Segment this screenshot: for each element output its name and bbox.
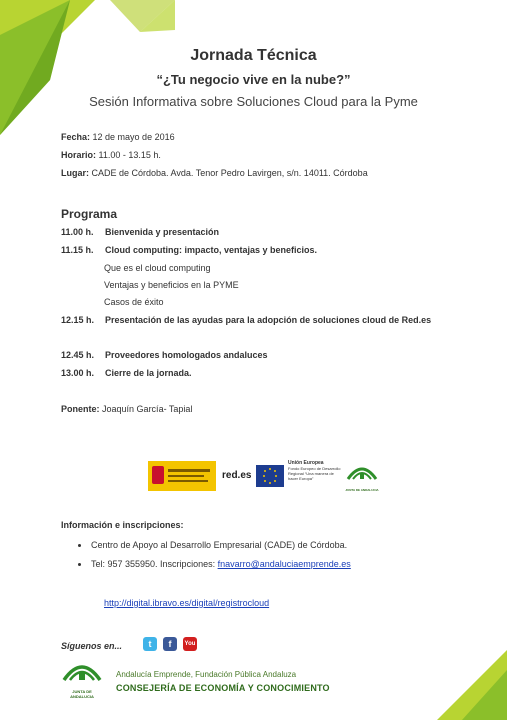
registro-link[interactable]: http://digital.ibravo.es/digital/registrocloud <box>104 598 270 608</box>
footer-line-2: CONSEJERÍA DE ECONOMÍA Y CONOCIMIENTO <box>116 683 330 693</box>
ponente-name: Joaquín García- Tapial <box>102 404 193 414</box>
registro-line <box>104 598 269 608</box>
programa-subitem: Casos de éxito <box>104 297 164 307</box>
contact-cade <box>78 540 347 550</box>
bottom-right-decoration <box>437 650 507 720</box>
follow-label: Síguenos en... <box>61 641 123 651</box>
fecha-label: Fecha: <box>61 132 91 142</box>
redes-logo: red.es <box>222 470 252 481</box>
fecha-line <box>61 132 175 142</box>
ue-caption <box>288 461 344 491</box>
junta-caption: JUNTA DE ANDALUCIA <box>345 488 379 492</box>
ponente-label: Ponente: <box>61 404 100 414</box>
programa-time: 11.00 h. <box>61 227 94 237</box>
email-link[interactable]: fnavarro@andaluciaemprende.es <box>217 559 351 569</box>
programa-item <box>61 245 317 255</box>
twitter-icon[interactable]: t <box>143 637 157 651</box>
page-subtitle: “¿Tu negocio vive en la nube?” <box>156 72 351 87</box>
programa-subitem: Ventajas y beneficios en la PYME <box>104 280 239 290</box>
horario-label: Horario: <box>61 150 97 160</box>
programa-subitem: Que es el cloud computing <box>104 263 211 273</box>
bullet-icon <box>78 563 81 566</box>
cade-text: Centro de Apoyo al Desarrollo Empresarial (CADE) de Córdoba. <box>91 540 348 550</box>
programa-time: 13.00 h. <box>61 368 95 378</box>
programa-time: 11.15 h. <box>61 245 94 255</box>
lugar-value: CADE de Córdoba. Avda. Tenor Pedro Lavirgen, s/n. 14011. Córdoba <box>91 168 368 178</box>
bullet-icon <box>78 544 81 547</box>
footer-junta-caption: JUNTA DE ANDALUCIA <box>70 689 94 699</box>
youtube-icon[interactable]: You <box>183 637 197 651</box>
ue-title: Unión Europea <box>288 460 324 466</box>
ue-text: Fondo Europeo de Desarrollo Regional “Una manera de hacer Europa” <box>288 466 341 481</box>
programa-text: Proveedores homologados andaluces <box>105 350 268 360</box>
page-title: Jornada Técnica <box>190 47 317 64</box>
eu-flag-icon <box>256 465 284 487</box>
lugar-line <box>61 168 368 178</box>
programa-time: 12.45 h. <box>61 350 95 360</box>
footer-junta-logo <box>60 658 104 699</box>
gobierno-espana-logo <box>148 461 216 491</box>
junta-andalucia-logo <box>344 461 380 491</box>
programa-text: Bienvenida y presentación <box>105 227 220 237</box>
programa-item <box>61 227 219 237</box>
tel-text: Tel: 957 355950. Inscripciones: <box>91 559 218 569</box>
programa-item <box>61 368 192 378</box>
lugar-label: Lugar: <box>61 168 89 178</box>
horario-line <box>61 150 161 160</box>
session-description: Sesión Informativa sobre Soluciones Cloud para la Pyme <box>89 94 418 109</box>
horario-value: 11.00 - 13.15 h. <box>98 150 161 160</box>
programa-text: Cierre de la jornada. <box>105 368 192 378</box>
contact-title: Información e inscripciones: <box>61 520 184 530</box>
facebook-icon[interactable]: f <box>163 637 177 651</box>
fecha-value: 12 de mayo de 2016 <box>92 132 175 142</box>
programa-time: 12.15 h. <box>61 315 95 325</box>
footer-line-1: Andalucía Emprende, Fundación Pública Andaluza <box>116 670 297 679</box>
programa-text: Presentación de las ayudas para la adopción de soluciones cloud de Red.es <box>105 315 432 325</box>
programa-text: Cloud computing: impacto, ventajas y beneficios. <box>105 245 318 255</box>
contact-tel <box>78 559 351 569</box>
programa-title: Programa <box>61 207 118 221</box>
programa-item <box>61 315 431 325</box>
programa-item <box>61 350 268 360</box>
ponente-line <box>61 404 192 414</box>
